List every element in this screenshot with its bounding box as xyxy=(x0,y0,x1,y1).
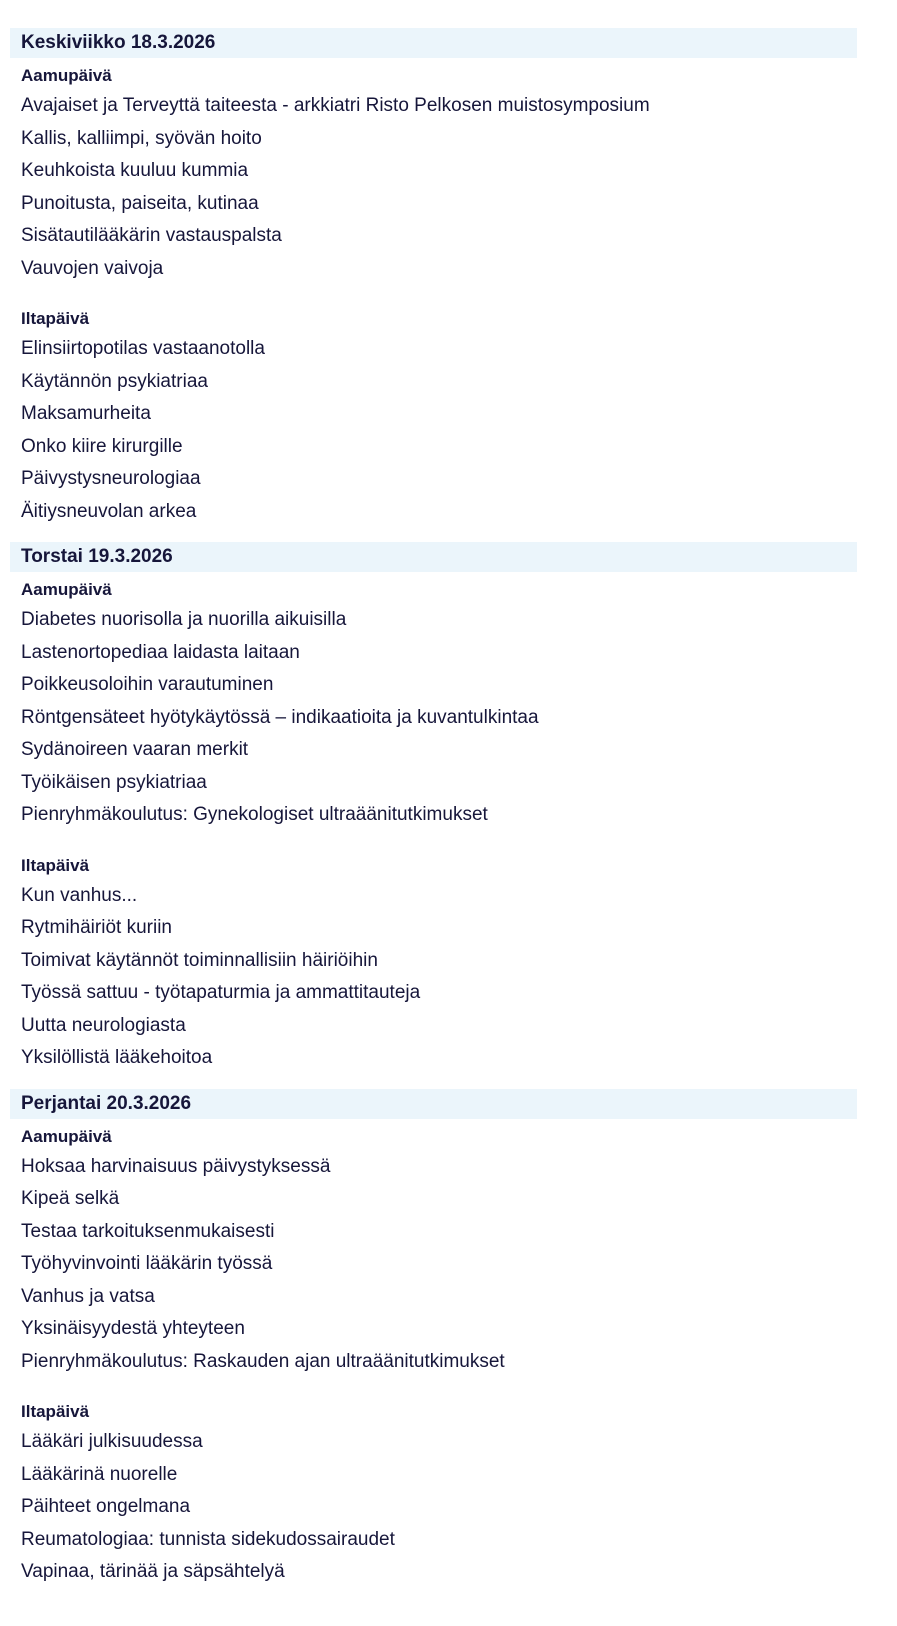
program-item: Toimivat käytännöt toiminnallisiin häiriöihin xyxy=(21,949,378,971)
day-header: Torstai 19.3.2026 xyxy=(10,542,857,572)
program-item: Punoitusta, paiseita, kutinaa xyxy=(21,192,259,214)
session-block xyxy=(0,1127,897,1379)
session-label: Aamupäivä xyxy=(21,580,112,599)
day-header: Perjantai 20.3.2026 xyxy=(10,1089,857,1119)
program-item: Testaa tarkoituksenmukaisesti xyxy=(21,1220,275,1242)
program-item: Päivystysneurologiaa xyxy=(21,468,201,489)
session-block xyxy=(0,580,897,832)
program-item: Avajaiset ja Terveyttä taiteesta - arkkiatri Risto Pelkosen muistosymposium xyxy=(21,95,650,116)
program-item: Lääkäri julkisuudessa xyxy=(21,1431,203,1452)
program-item: Yksilöllistä lääkehoitoa xyxy=(21,1047,213,1068)
session-label: Iltapäivä xyxy=(21,855,90,875)
day-section xyxy=(0,28,897,528)
session-block xyxy=(0,309,897,528)
day-header: Keskiviikko 18.3.2026 xyxy=(10,28,857,58)
program-item: Kun vanhus... xyxy=(21,884,138,906)
session-label: Iltapäivä xyxy=(21,1402,90,1421)
program-item: Maksamurheita xyxy=(21,403,151,424)
program-item: Hoksaa harvinaisuus päivystyksessä xyxy=(21,1155,331,1177)
program-item: Poikkeusoloihin varautuminen xyxy=(21,674,274,695)
day-section xyxy=(0,542,897,1075)
program-item: Pienryhmäkoulutus: Raskauden ajan ultraäänitutkimukset xyxy=(21,1350,505,1372)
session-label: Aamupäivä xyxy=(21,1126,112,1146)
program-item: Sydänoireen vaaran merkit xyxy=(21,739,249,760)
program-item: Työhyvinvointi lääkärin työssä xyxy=(21,1253,273,1274)
program-item: Vauvojen vaivoja xyxy=(21,257,164,279)
program-item: Kallis, kalliimpi, syövän hoito xyxy=(21,127,262,149)
program-item: Yksinäisyydestä yhteyteen xyxy=(21,1318,245,1339)
program-item: Diabetes nuorisolla ja nuorilla aikuisilla xyxy=(21,609,347,630)
session-label: Aamupäivä xyxy=(21,66,112,85)
session-block xyxy=(0,66,897,285)
program-item: Käytännön psykiatriaa xyxy=(21,370,208,392)
program-item: Vapinaa, tärinää ja säpsähtelyä xyxy=(21,1561,285,1582)
program-item: Uutta neurologiasta xyxy=(21,1014,186,1036)
program-item: Reumatologiaa: tunnista sidekudossairaudet xyxy=(21,1528,395,1550)
program-item: Päihteet ongelmana xyxy=(21,1496,191,1517)
program-item: Keuhkoista kuuluu kummia xyxy=(21,160,249,181)
program-item: Onko kiire kirurgille xyxy=(21,435,183,457)
program-item: Kipeä selkä xyxy=(21,1188,120,1209)
program-item: Röntgensäteet hyötykäytössä – indikaatioita ja kuvantulkintaa xyxy=(21,706,539,728)
session-block xyxy=(0,1402,897,1589)
program-item: Äitiysneuvolan arkea xyxy=(21,500,197,522)
program-item: Vanhus ja vatsa xyxy=(21,1285,155,1307)
program-item: Työssä sattuu - työtapaturmia ja ammattitauteja xyxy=(21,982,421,1003)
session-block xyxy=(0,856,897,1075)
program-item: Lastenortopediaa laidasta laitaan xyxy=(21,641,300,663)
program-item: Lääkärinä nuorelle xyxy=(21,1463,178,1485)
program-item: Työikäisen psykiatriaa xyxy=(21,771,207,793)
day-section xyxy=(0,1089,897,1589)
program-item: Pienryhmäkoulutus: Gynekologiset ultraäänitutkimukset xyxy=(21,804,488,825)
program-item: Sisätautilääkärin vastauspalsta xyxy=(21,225,282,246)
program-item: Elinsiirtopotilas vastaanotolla xyxy=(21,338,265,359)
program-item: Rytmihäiriöt kuriin xyxy=(21,917,172,938)
session-label: Iltapäivä xyxy=(21,309,90,328)
